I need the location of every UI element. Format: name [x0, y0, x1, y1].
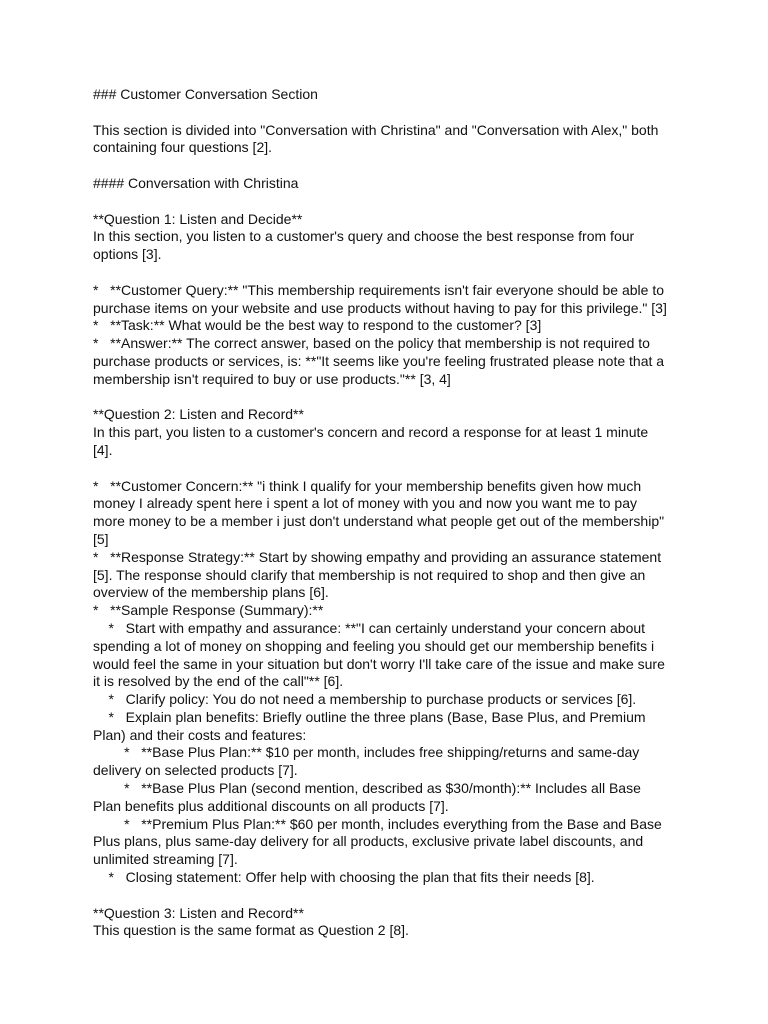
text-line: * **Base Plus Plan:** $10 per month, includes free shipping/returns and same-day	[93, 744, 640, 761]
text-line: purchase items on your website and use products without having to pay for this privilege." [3]	[93, 299, 667, 316]
blank-line	[93, 389, 683, 407]
text-line: * Start with empathy and assurance: **"I can certainly understand your concern about	[93, 619, 646, 636]
text-line: [5]	[93, 530, 109, 547]
text-line: **Question 3: Listen and Record**	[93, 904, 304, 921]
text-line: This question is the same format as Question 2 [8].	[93, 922, 409, 939]
text-line: would feel the same in your situation but don't worry I'll take care of the issue and make sure	[93, 655, 665, 672]
text-line: **Question 1: Listen and Decide**	[93, 210, 303, 227]
text-line: * Closing statement: Offer help with choosing the plan that fits their needs [8].	[93, 869, 595, 886]
text-line: more money to be a member i just don't understand what people get out of the membership"	[93, 513, 665, 530]
text-line: #### Conversation with Christina	[93, 174, 299, 191]
text-line: This section is divided into "Conversation with Christina" and "Conversation with Alex," both	[93, 121, 659, 138]
text-line: purchase products or services, is: **"It seems like you're feeling frustrated please note that a	[93, 352, 665, 369]
text-line: unlimited streaming [7].	[93, 851, 238, 868]
blank-line	[93, 157, 683, 175]
text-line: options [3].	[93, 246, 162, 263]
text-line: * **Base Plus Plan (second mention, described as $30/month):** Includes all Base	[93, 780, 641, 797]
text-line: * Clarify policy: You do not need a membership to purchase products or services [6].	[93, 691, 637, 708]
text-line: * **Customer Concern:** "i think I qualify for your membership benefits given how much	[93, 477, 642, 494]
text-line: * **Response Strategy:** Start by showing empathy and providing an assurance statement	[93, 548, 662, 565]
blank-line	[93, 193, 683, 211]
text-line: In this part, you listen to a customer's concern and record a response for at least 1 minute	[93, 424, 649, 441]
text-line: Plus plans, plus same-day delivery for all products, exclusive private label discounts, and	[93, 833, 644, 850]
text-line: containing four questions [2].	[93, 139, 273, 156]
text-line: **Question 2: Listen and Record**	[93, 406, 304, 423]
text-line: money I already spent here i spent a lot of money with you and now you want me to pay	[93, 495, 637, 512]
text-line: [4].	[93, 441, 113, 458]
text-line: * **Task:** What would be the best way to respond to the customer? [3]	[93, 317, 542, 334]
blank-line	[93, 264, 683, 282]
text-line: Plan benefits plus additional discounts on all products [7].	[93, 797, 449, 814]
text-line: * **Customer Query:** "This membership requirements isn't fair everyone should be able to	[93, 281, 665, 298]
text-line: In this section, you listen to a customer's query and choose the best response from four	[93, 228, 635, 245]
text-line: * Explain plan benefits: Briefly outline the three plans (Base, Base Plus, and Premium	[93, 708, 646, 725]
document-body	[93, 86, 683, 940]
text-line: delivery on selected products [7].	[93, 762, 298, 779]
text-line: ### Customer Conversation Section	[93, 86, 318, 102]
blank-line	[93, 887, 683, 905]
text-line: * **Sample Response (Summary):**	[93, 602, 324, 619]
text-line: overview of the membership plans [6].	[93, 584, 329, 601]
text-line: [5]. The response should clarify that membership is not required to shop and then give an	[93, 566, 646, 583]
text-line: membership isn't required to buy or use products."** [3, 4]	[93, 370, 451, 387]
blank-line	[93, 104, 683, 122]
blank-line	[93, 460, 683, 478]
text-line: it is resolved by the end of the call"** [6].	[93, 673, 344, 690]
text-line: Plan) and their costs and features:	[93, 726, 307, 743]
text-line: * **Premium Plus Plan:** $60 per month, includes everything from the Base and Base	[93, 815, 662, 832]
text-line: spending a lot of money on shopping and feeling you should get our membership benefits i	[93, 637, 655, 654]
text-line: * **Answer:** The correct answer, based on the policy that membership is not required to	[93, 335, 650, 352]
